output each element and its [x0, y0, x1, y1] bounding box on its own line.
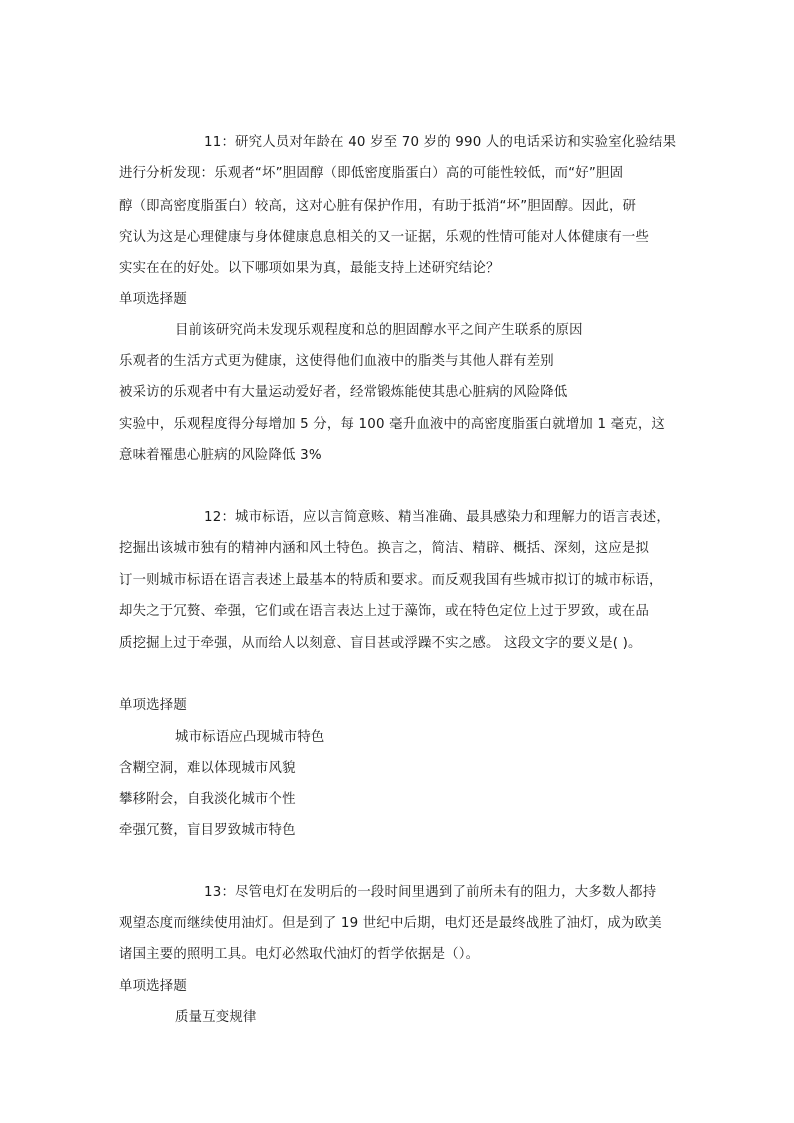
question-text-line: 订一则城市标语在语言表述上最基本的特质和要求。而反观我国有些城市拟订的城市标语， [119, 573, 663, 588]
question-text-line: 挖掘出该城市独有的精神内涵和风土特色。换言之，简洁、精辟、概括、深刻，这应是拟 [119, 541, 650, 556]
question-text-line: 诸国主要的照明工具。电灯必然取代油灯的哲学依据是（）。 [119, 947, 480, 962]
question-text-line: 质挖掘上过于牵强，从而给人以刻意、盲目甚或浮躁不实之感。 这段文字的要义是( )。 [119, 636, 642, 651]
question-text-line: 观望态度而继续使用油灯。但是到了 19 世纪中后期，电灯还是最终战胜了油灯，成为欧美 [119, 916, 662, 931]
question-text-line: 醇（即高密度脂蛋白）较高，这对心脏有保护作用，有助于抵消“坏”胆固醇。因此，研 [119, 199, 637, 214]
option-item: 质量互变规律 [175, 1010, 257, 1025]
question-text-line: 12：城市标语，应以言简意赅、精当准确、最具感染力和理解力的语言表述， [204, 510, 670, 525]
question-type-label: 单项选择题 [119, 698, 187, 713]
question-text-line: 却失之于冗赘、牵强，它们或在语言表达上过于藻饰，或在特色定位上过于罗致，或在品 [119, 604, 650, 619]
question-text-line: 实实在在的好处。以下哪项如果为真，最能支持上述研究结论？ [119, 261, 500, 276]
question-text-line: 进行分析发现：乐观者“坏”胆固醇（即低密度脂蛋白）高的可能性较低，而“好”胆固 [119, 166, 624, 181]
option-item: 攀移附会，自我淡化城市个性 [119, 792, 296, 807]
option-item: 被采访的乐观者中有大量运动爱好者，经常锻炼能使其患心脏病的风险降低 [119, 385, 568, 400]
question-type-label: 单项选择题 [119, 979, 187, 994]
option-item: 实验中，乐观程度得分每增加 5 分，每 100 毫升血液中的高密度脂蛋白就增加 1 毫克，这 [119, 417, 666, 432]
question-text-line: 究认为这是心理健康与身体健康息息相关的又一证据，乐观的性情可能对人体健康有一些 [119, 230, 650, 245]
option-item: 城市标语应凸现城市特色 [175, 730, 325, 745]
option-item: 含糊空洞，难以体现城市风貌 [119, 761, 296, 776]
question-text-line: 11：研究人员对年龄在 40 岁至 70 岁的 990 人的电话采访和实验室化验结果 [204, 135, 677, 150]
option-item: 目前该研究尚未发现乐观程度和总的胆固醇水平之间产生联系的原因 [175, 323, 583, 338]
option-item: 牵强冗赘，盲目罗致城市特色 [119, 823, 296, 838]
option-item: 意味着罹患心脏病的风险降低 3% [119, 448, 322, 463]
question-type-label: 单项选择题 [119, 292, 187, 307]
option-item: 乐观者的生活方式更为健康，这使得他们血液中的脂类与其他人群有差别 [119, 354, 554, 369]
question-text-line: 13：尽管电灯在发明后的一段时间里遇到了前所未有的阻力，大多数人都持 [204, 885, 657, 900]
